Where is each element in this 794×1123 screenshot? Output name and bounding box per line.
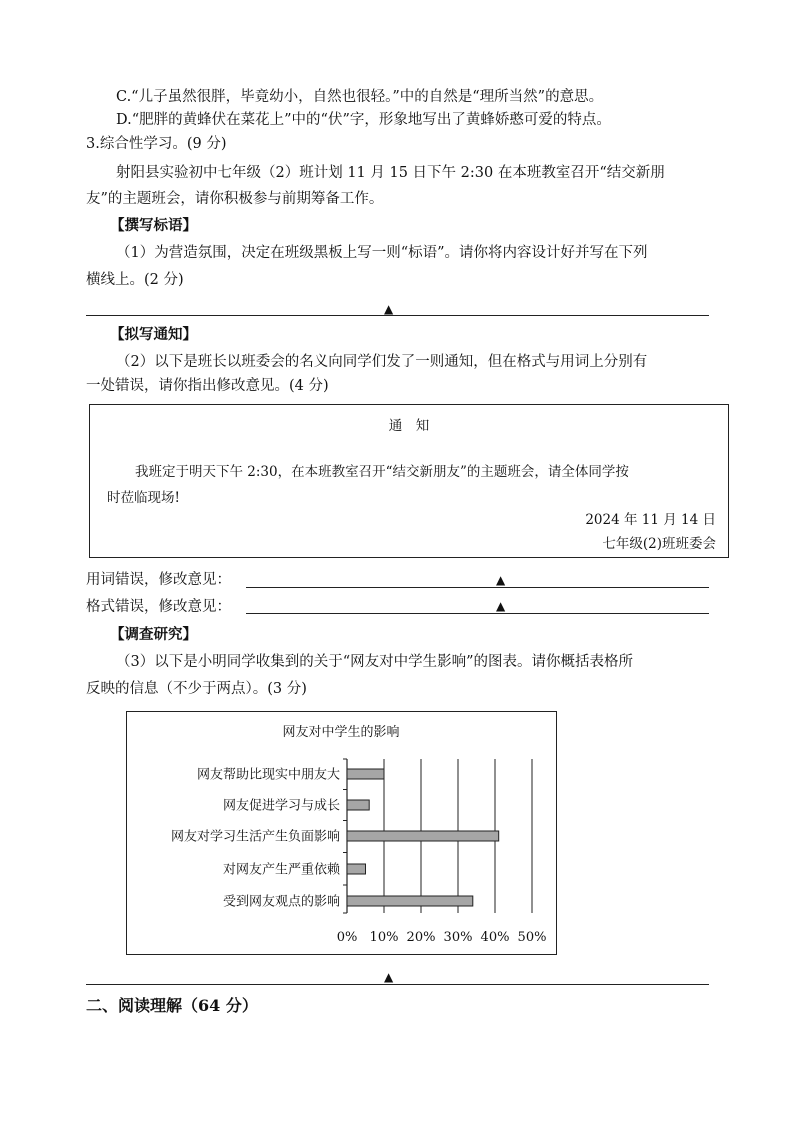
chart-category-label: 对网友产生严重依赖 <box>222 862 340 878</box>
slogan-answer-marker: ▲ <box>384 302 394 316</box>
chart-x-tick-label: 50% <box>517 930 547 945</box>
chart-x-tick-label: 20% <box>406 930 436 945</box>
bar-chart <box>127 712 556 954</box>
question-3-title: 3.综合性学习。(9 分) <box>86 136 227 152</box>
notice-body-line1: 我班定于明天下午 2:30，在本班教室召开“结交新朋友”的主题班会，请全体同学按 <box>135 464 629 480</box>
notice-box <box>89 404 729 558</box>
chart-frame <box>126 711 557 955</box>
survey-prompt-line2: 反映的信息（不少于两点）。(3 分) <box>86 681 307 697</box>
notice-heading: 【拟写通知】 <box>110 326 197 343</box>
chart-x-tick-label: 10% <box>369 930 399 945</box>
chart-bar <box>347 896 473 906</box>
format-error-answer-line[interactable] <box>246 613 709 614</box>
word-error-answer-line[interactable] <box>246 587 709 588</box>
survey-answer-line[interactable] <box>86 984 709 985</box>
survey-prompt-line1: （3）以下是小明同学收集到的关于“网友对中学生影响”的图表。请你概括表格所 <box>116 654 634 670</box>
notice-prompt-line1: （2）以下是班长以班委会的名义向同学们发了一则通知，但在格式与用词上分别有 <box>116 354 648 370</box>
slogan-heading: 【撰写标语】 <box>110 217 197 234</box>
chart-category-label: 网友帮助比现实中朋友大 <box>196 767 340 783</box>
notice-body-line2: 时莅临现场! <box>107 490 180 506</box>
survey-heading: 【调查研究】 <box>110 626 197 643</box>
chart-bar <box>347 800 369 810</box>
chart-bar <box>347 769 384 779</box>
notice-signature: 七年级(2)班班委会 <box>602 536 716 552</box>
notice-title: 通 知 <box>388 418 430 434</box>
format-error-label: 格式错误，修改意见： <box>86 599 231 615</box>
slogan-prompt-line1: （1）为营造氛围，决定在班级黑板上写一则“标语”。请你将内容设计好并写在下列 <box>116 245 648 261</box>
notice-prompt-line2: 一处错误，请你指出修改意见。(4 分) <box>86 378 329 394</box>
chart-x-tick-label: 40% <box>480 930 510 945</box>
chart-bar <box>347 864 366 874</box>
option-c: C.“儿子虽然很胖，毕竟幼小，自然也很轻。”中的自然是“理所当然”的意思。 <box>116 89 604 105</box>
question-3-intro-line2: 友”的主题班会，请你积极参与前期筹备工作。 <box>86 191 384 207</box>
section-2-title: 二、阅读理解（64 分） <box>86 996 258 1015</box>
chart-category-label: 受到网友观点的影响 <box>222 894 340 910</box>
word-error-marker: ▲ <box>496 573 506 587</box>
slogan-answer-line[interactable] <box>86 315 709 316</box>
chart-bar <box>347 831 499 841</box>
question-3-intro-line1: 射阳县实验初中七年级（2）班计划 11 月 15 日下午 2:30 在本班教室召开“结交新朋 <box>116 165 665 181</box>
chart-x-tick-label: 0% <box>336 930 358 945</box>
chart-category-label: 网友促进学习与成长 <box>222 798 340 814</box>
chart-title: 网友对中学生的影响 <box>282 725 400 740</box>
chart-category-label: 网友对学习生活产生负面影响 <box>170 829 340 845</box>
format-error-marker: ▲ <box>496 599 506 613</box>
notice-date: 2024 年 11 月 14 日 <box>585 512 716 528</box>
slogan-prompt-line2: 横线上。(2 分) <box>86 272 184 288</box>
chart-x-tick-label: 30% <box>443 930 473 945</box>
option-d: D.“肥胖的黄蜂伏在菜花上”中的“伏”字，形象地写出了黄蜂娇憨可爱的特点。 <box>116 112 611 128</box>
survey-answer-marker: ▲ <box>384 970 394 984</box>
word-error-label: 用词错误，修改意见： <box>86 572 231 588</box>
